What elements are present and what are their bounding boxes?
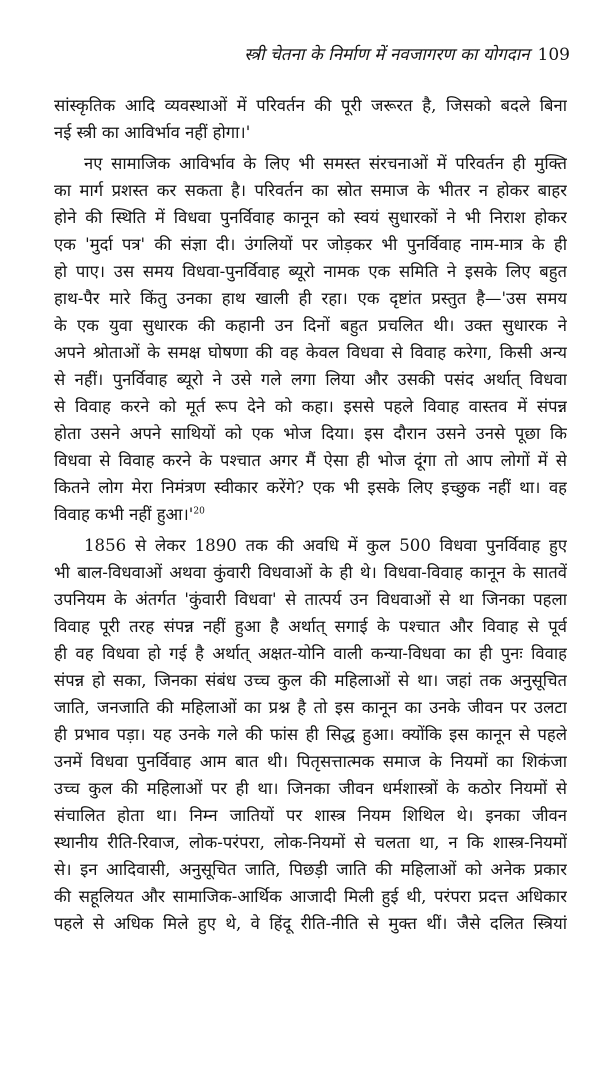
text-line: हो पाए। उस समय विधवा-पुनर्विवाह ब्यूरो नामक एक समिति ने इसके लिए बहुत	[54, 262, 567, 281]
text-line: से नहीं। पुनर्विवाह ब्यूरो ने उसे गले लगा लिया और उसकी पसंद अर्थात् विधवा	[54, 370, 567, 389]
text-line: एक 'मुर्दा पत्र' की संज्ञा दी। उंगलियों पर जोड़कर भी पुनर्विवाह नाम-मात्र के ही	[54, 235, 567, 254]
text-line: कितने लोग मेरा निमंत्रण स्वीकार करेंगे? एक भी इसके लिए इच्छुक नहीं था। वह	[54, 478, 567, 497]
text-line: होता उसने अपने साथियों को एक भोज दिया। इस दौरान उसने उनसे पूछा कि	[54, 424, 567, 443]
page-number: 109	[537, 45, 570, 65]
text-line: जाति, जनजाति की महिलाओं का प्रश्न है तो इस कानून का उनके जीवन पर उलटा	[54, 698, 567, 717]
text-line: हाथ-पैर मारे किंतु उनका हाथ खाली ही रहा। एक दृष्टांत प्रस्तुत है—'उस समय	[54, 289, 567, 308]
text-line: का मार्ग प्रशस्त कर सकता है। परिवर्तन का स्रोत समाज के भीतर न होकर बाहर	[54, 181, 567, 200]
footnote-marker[interactable]: 20	[193, 506, 205, 517]
text-line: स्थानीय रीति-रिवाज, लोक-परंपरा, लोक-नियमों से चलता था, न कि शास्त्र-नियमों	[54, 833, 567, 852]
paragraph-start-line: 1856 से लेकर 1890 तक की अवधि में कुल 500 विधवा पुनर्विवाह हुए	[84, 536, 567, 555]
running-header	[150, 44, 570, 66]
text-line: उनमें विधवा पुनर्विवाह आम बात थी। पितृसत्तात्मक समाज के नियमों का शिकंजा	[54, 752, 567, 771]
text-line: विवाह पूरी तरह संपन्न नहीं हुआ है अर्थात् सगाई के पश्चात और विवाह से पूर्व	[54, 617, 567, 636]
text-line: होने की स्थिति में विधवा पुनर्विवाह कानून को स्वयं सुधारकों ने भी निराश होकर	[54, 208, 567, 227]
text-line: सांस्कृतिक आदि व्यवस्थाओं में परिवर्तन की पूरी जरूरत है, जिसको बदले बिना	[54, 96, 567, 115]
text-line: संपन्न हो सका, जिनका संबंध उच्च कुल की महिलाओं से था। जहां तक अनुसूचित	[54, 671, 567, 690]
text-line: उच्च कुल की महिलाओं पर ही था। जिनका जीवन धर्मशास्त्रों के कठोर नियमों से	[54, 779, 567, 798]
text-line: संचालित होता था। निम्न जातियों पर शास्त्र नियम शिथिल थे। इनका जीवन	[54, 806, 567, 825]
chapter-title: स्त्री चेतना के निर्माण में नवजागरण का योगदान	[244, 45, 530, 65]
text-line-with-footnote	[54, 502, 567, 529]
text-line: से। इन आदिवासी, अनुसूचित जाति, पिछड़ी जाति की महिलाओं को अनेक प्रकार	[54, 860, 567, 879]
text-line: उपनियम के अंतर्गत 'कुंवारी विधवा' से तात्पर्य उन विधवाओं से था जिनका पहला	[54, 590, 567, 609]
text-line: से विवाह करने को मूर्त रूप देने को कहा। इससे पहले विवाह वास्तव में संपन्न	[54, 397, 567, 416]
text-line: के एक युवा सुधारक की कहानी उन दिनों बहुत प्रचलित थी। उक्त सुधारक ने	[54, 316, 567, 335]
text-line: ही वह विधवा हो गई है अर्थात् अक्षत-योनि वाली कन्या-विधवा का ही पुनः विवाह	[54, 644, 567, 663]
text-line: विधवा से विवाह करने के पश्चात अगर मैं ऐसा ही भोज दूंगा तो आप लोगों में से	[54, 451, 567, 470]
text-line: नई स्त्री का आविर्भाव नहीं होगा।'	[54, 123, 251, 142]
text-line: पहले से अधिक मिले हुए थे, वे हिंदू रीति-नीति से मुक्त थीं। जैसे दलित स्त्रियां	[54, 914, 567, 933]
text-line: अपने श्रोताओं के समक्ष घोषणा की वह केवल विधवा से विवाह करेगा, किसी अन्य	[54, 343, 567, 362]
paragraph-start-line: नए सामाजिक आविर्भाव के लिए भी समस्त संरचनाओं में परिवर्तन ही मुक्ति	[84, 154, 567, 173]
text-line: ही प्रभाव पड़ा। यह उनके गले की फांस ही सिद्ध हुआ। क्योंकि इस कानून से पहले	[54, 725, 567, 744]
text-line: विवाह कभी नहीं हुआ।'	[54, 505, 194, 524]
text-line: की सहूलियत और सामाजिक-आर्थिक आजादी मिली हुई थी, परंपरा प्रदत्त अधिकार	[54, 887, 567, 906]
text-line: भी बाल-विधवाओं अथवा कुंवारी विधवाओं के ही थे। विधवा-विवाह कानून के सातवें	[54, 563, 567, 582]
